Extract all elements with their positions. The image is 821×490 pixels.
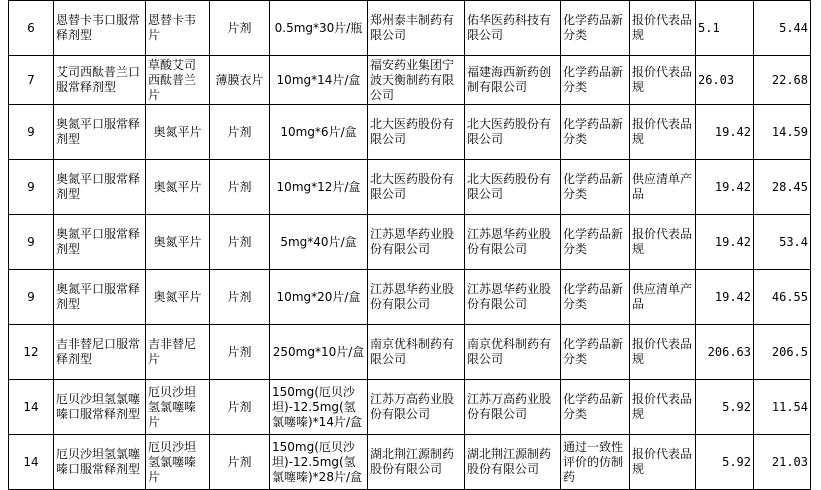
product-name-cell: 恩替卡韦片 (146, 1, 210, 56)
category-cell: 化学药品新分类 (561, 270, 630, 325)
type-cell: 报价代表品规 (630, 380, 696, 435)
price-b-cell: 5.44 (754, 1, 811, 56)
product-name-cell: 厄贝沙坦氢氯噻嗪片 (146, 435, 210, 490)
price-a-cell: 26.03 (696, 56, 754, 105)
price-b-cell: 11.54 (754, 380, 811, 435)
type-cell: 报价代表品规 (630, 215, 696, 270)
specification-cell: 150mg(厄贝沙坦)-12.5mg(氢氯噻嗪)*14片/盒 (270, 380, 368, 435)
dosage-form-cell: 片剂 (210, 380, 270, 435)
table-row (9, 105, 811, 160)
manufacturer-cell: 北大医药股份有限公司 (465, 105, 561, 160)
generic-name-cell: 奥氮平口服常释剂型 (54, 270, 146, 325)
product-name-cell: 吉非替尼片 (146, 325, 210, 380)
drug-price-table (8, 0, 811, 490)
applicant-cell: 北大医药股份有限公司 (368, 105, 465, 160)
manufacturer-cell: 江苏恩华药业股份有限公司 (465, 270, 561, 325)
generic-name-cell: 厄贝沙坦氢氯噻嗪口服常释剂型 (54, 435, 146, 490)
price-a-cell: 19.42 (696, 105, 754, 160)
specification-cell: 10mg*14片/盒 (270, 56, 368, 105)
dosage-form-cell: 薄膜衣片 (210, 56, 270, 105)
manufacturer-cell: 佑华医药科技有限公司 (465, 1, 561, 56)
price-b-cell: 14.59 (754, 105, 811, 160)
type-cell: 报价代表品规 (630, 56, 696, 105)
product-name-cell: 厄贝沙坦氢氯噻嗪片 (146, 380, 210, 435)
generic-name-cell: 厄贝沙坦氢氯噻嗪口服常释剂型 (54, 380, 146, 435)
specification-cell: 10mg*20片/盒 (270, 270, 368, 325)
price-b-cell: 53.4 (754, 215, 811, 270)
manufacturer-cell: 江苏万高药业股份有限公司 (465, 380, 561, 435)
specification-cell: 150mg(厄贝沙坦)-12.5mg(氢氯噻嗪)*28片/盒 (270, 435, 368, 490)
specification-cell: 0.5mg*30片/瓶 (270, 1, 368, 56)
generic-name-cell: 奥氮平口服常释剂型 (54, 215, 146, 270)
dosage-form-cell: 片剂 (210, 325, 270, 380)
table-row (9, 380, 811, 435)
table-row (9, 270, 811, 325)
category-cell: 化学药品新分类 (561, 325, 630, 380)
seq-cell: 7 (9, 56, 54, 105)
seq-cell: 9 (9, 215, 54, 270)
dosage-form-cell: 片剂 (210, 270, 270, 325)
type-cell: 报价代表品规 (630, 105, 696, 160)
product-name-cell: 草酸艾司西酞普兰片 (146, 56, 210, 105)
product-name-cell: 奥氮平片 (146, 160, 210, 215)
applicant-cell: 南京优科制药有限公司 (368, 325, 465, 380)
seq-cell: 9 (9, 270, 54, 325)
table-row (9, 1, 811, 56)
dosage-form-cell: 片剂 (210, 215, 270, 270)
price-b-cell: 28.45 (754, 160, 811, 215)
seq-cell: 9 (9, 105, 54, 160)
seq-cell: 6 (9, 1, 54, 56)
generic-name-cell: 奥氮平口服常释剂型 (54, 105, 146, 160)
manufacturer-cell: 南京优科制药有限公司 (465, 325, 561, 380)
price-a-cell: 5.92 (696, 435, 754, 490)
applicant-cell: 北大医药股份有限公司 (368, 160, 465, 215)
type-cell: 报价代表品规 (630, 1, 696, 56)
type-cell: 报价代表品规 (630, 325, 696, 380)
type-cell: 供应清单产品 (630, 160, 696, 215)
applicant-cell: 郑州泰丰制药有限公司 (368, 1, 465, 56)
product-name-cell: 奥氮平片 (146, 105, 210, 160)
price-a-cell: 5.92 (696, 380, 754, 435)
table-row (9, 325, 811, 380)
dosage-form-cell: 片剂 (210, 160, 270, 215)
category-cell: 化学药品新分类 (561, 105, 630, 160)
product-name-cell: 奥氮平片 (146, 215, 210, 270)
category-cell: 化学药品新分类 (561, 215, 630, 270)
table-row (9, 56, 811, 105)
generic-name-cell: 艾司西酞普兰口服常释剂型 (54, 56, 146, 105)
table-row (9, 160, 811, 215)
generic-name-cell: 吉非替尼口服常释剂型 (54, 325, 146, 380)
category-cell: 化学药品新分类 (561, 1, 630, 56)
table-row (9, 435, 811, 490)
seq-cell: 9 (9, 160, 54, 215)
category-cell: 化学药品新分类 (561, 160, 630, 215)
specification-cell: 10mg*12片/盒 (270, 160, 368, 215)
seq-cell: 12 (9, 325, 54, 380)
price-b-cell: 206.5 (754, 325, 811, 380)
type-cell: 供应清单产品 (630, 270, 696, 325)
manufacturer-cell: 江苏恩华药业股份有限公司 (465, 215, 561, 270)
table-row (9, 215, 811, 270)
price-b-cell: 46.55 (754, 270, 811, 325)
manufacturer-cell: 北大医药股份有限公司 (465, 160, 561, 215)
dosage-form-cell: 片剂 (210, 105, 270, 160)
applicant-cell: 江苏恩华药业股份有限公司 (368, 270, 465, 325)
price-a-cell: 19.42 (696, 160, 754, 215)
type-cell: 报价代表品规 (630, 435, 696, 490)
category-cell: 化学药品新分类 (561, 380, 630, 435)
specification-cell: 250mg*10片/盒 (270, 325, 368, 380)
applicant-cell: 湖北荆江源制药股份有限公司 (368, 435, 465, 490)
price-a-cell: 19.42 (696, 270, 754, 325)
product-name-cell: 奥氮平片 (146, 270, 210, 325)
specification-cell: 5mg*40片/盒 (270, 215, 368, 270)
price-a-cell: 5.1 (696, 1, 754, 56)
price-b-cell: 22.68 (754, 56, 811, 105)
specification-cell: 10mg*6片/盒 (270, 105, 368, 160)
category-cell: 通过一致性评价的仿制药 (561, 435, 630, 490)
seq-cell: 14 (9, 380, 54, 435)
applicant-cell: 江苏恩华药业股份有限公司 (368, 215, 465, 270)
seq-cell: 14 (9, 435, 54, 490)
category-cell: 化学药品新分类 (561, 56, 630, 105)
price-b-cell: 21.03 (754, 435, 811, 490)
generic-name-cell: 恩替卡韦口服常释剂型 (54, 1, 146, 56)
generic-name-cell: 奥氮平口服常释剂型 (54, 160, 146, 215)
price-a-cell: 206.63 (696, 325, 754, 380)
applicant-cell: 江苏万高药业股份有限公司 (368, 380, 465, 435)
price-a-cell: 19.42 (696, 215, 754, 270)
dosage-form-cell: 片剂 (210, 435, 270, 490)
manufacturer-cell: 湖北荆江源制药股份有限公司 (465, 435, 561, 490)
manufacturer-cell: 福建海西新药创制有限公司 (465, 56, 561, 105)
applicant-cell: 福安药业集团宁波天衡制药有限公司 (368, 56, 465, 105)
dosage-form-cell: 片剂 (210, 1, 270, 56)
